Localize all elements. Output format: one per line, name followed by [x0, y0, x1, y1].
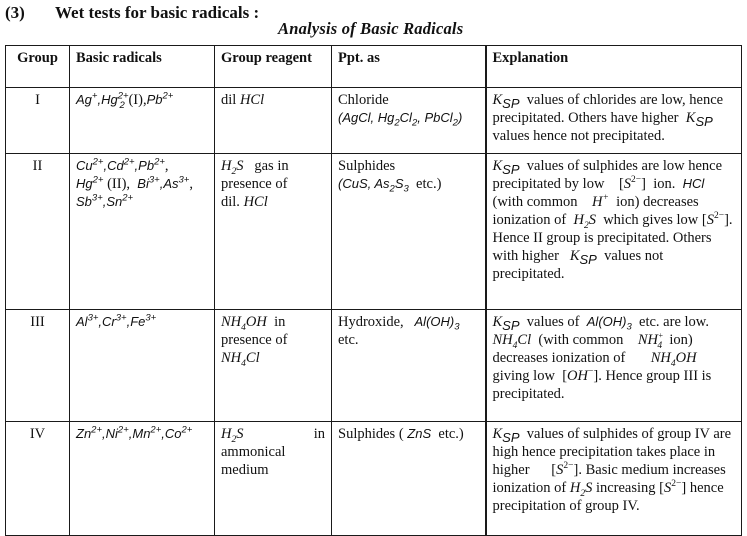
group-reagent-cell: $H_2S$ in ammonical medium — [215, 422, 332, 536]
ppt-as-cell: Sulphides ( ZnS etc.) — [332, 422, 486, 536]
table-title: Analysis of Basic Radicals — [278, 19, 464, 38]
explanation-cell: $K_{SP}$ values of sulphides are low hence precipitated by low $[S^{2-}]$ ion. HCl (with common H+ ion) decreases ionization of $H_2S$ which gives low $[S^{2-}]$. Hence II group is precipitated. Others with higher $K_{SP}$ values not precipitated. — [486, 154, 742, 310]
ppt-as-cell: Chloride (AgCl, $Hg_2Cl_2$, PbCl$_2$) — [332, 88, 486, 154]
ppt-as-cell: Sulphides (CuS, $As_2S_3$ etc.) — [332, 154, 486, 310]
table-row — [6, 88, 742, 154]
group-cell: III — [6, 310, 70, 422]
section-title: Wet tests for basic radicals : — [55, 3, 260, 22]
basic-radicals-cell: $Al^{3+},Cr^{3+},Fe^{3+}$ — [70, 310, 215, 422]
header-explanation: Explanation — [486, 46, 742, 88]
group-reagent-cell: dil HCl — [215, 88, 332, 154]
basic-radicals-table — [5, 45, 742, 536]
explanation-cell: $K_{SP}$ values of sulphides of group IV are high hence precipitation takes place in higher $[S^{2-}]$. Basic medium increases ionization of $H_2S$ increasing $[S^{2-}]$ hence precipitation of group IV. — [486, 422, 742, 536]
section-heading — [5, 3, 259, 23]
basic-radicals-cell: $Zn^{2+},Ni^{2+},Mn^{2+},Co^{2+}$ — [70, 422, 215, 536]
group-reagent-cell: $H_2S$ gas in presence of dil. HCl — [215, 154, 332, 310]
group-cell: IV — [6, 422, 70, 536]
basic-radicals-cell: $Ag^+,Hg^{2+}_2$ $(I),Pb^{2+}$ — [70, 88, 215, 154]
table-header-row — [6, 46, 742, 88]
explanation-cell: $K_{SP}$ values of chlorides are low, hence precipitated. Others have higher $K_{SP}$ values hence not precipitated. — [486, 88, 742, 154]
ppt-as-cell: Hydroxide, $Al(OH)_3$ etc. — [332, 310, 486, 422]
table-row — [6, 310, 742, 422]
section-number: (3) — [5, 3, 25, 22]
header-basic-radicals: Basic radicals — [70, 46, 215, 88]
table-row — [6, 154, 742, 310]
group-cell: II — [6, 154, 70, 310]
explanation-cell: $K_{SP}$ values of $Al(OH)_3$ etc. are low. $NH_4Cl$ (with common $NH^+_4$ ion) decreases ionization of $NH_4OH$ giving low [OH−]. Hence group III is precipitated. — [486, 310, 742, 422]
group-cell: I — [6, 88, 70, 154]
group-reagent-cell: $NH_4OH$ in presence of $NH_4Cl$ — [215, 310, 332, 422]
header-ppt-as: Ppt. as — [332, 46, 486, 88]
header-group-reagent: Group reagent — [215, 46, 332, 88]
header-group: Group — [6, 46, 70, 88]
table-row — [6, 422, 742, 536]
basic-radicals-cell: $Cu^{2+},Cd^{2+},Pb^{2+}$, $Hg^{2+}$ (II), $Bi^{3+},As^{3+}$, $Sb^{3+},Sn^{2+}$ — [70, 154, 215, 310]
